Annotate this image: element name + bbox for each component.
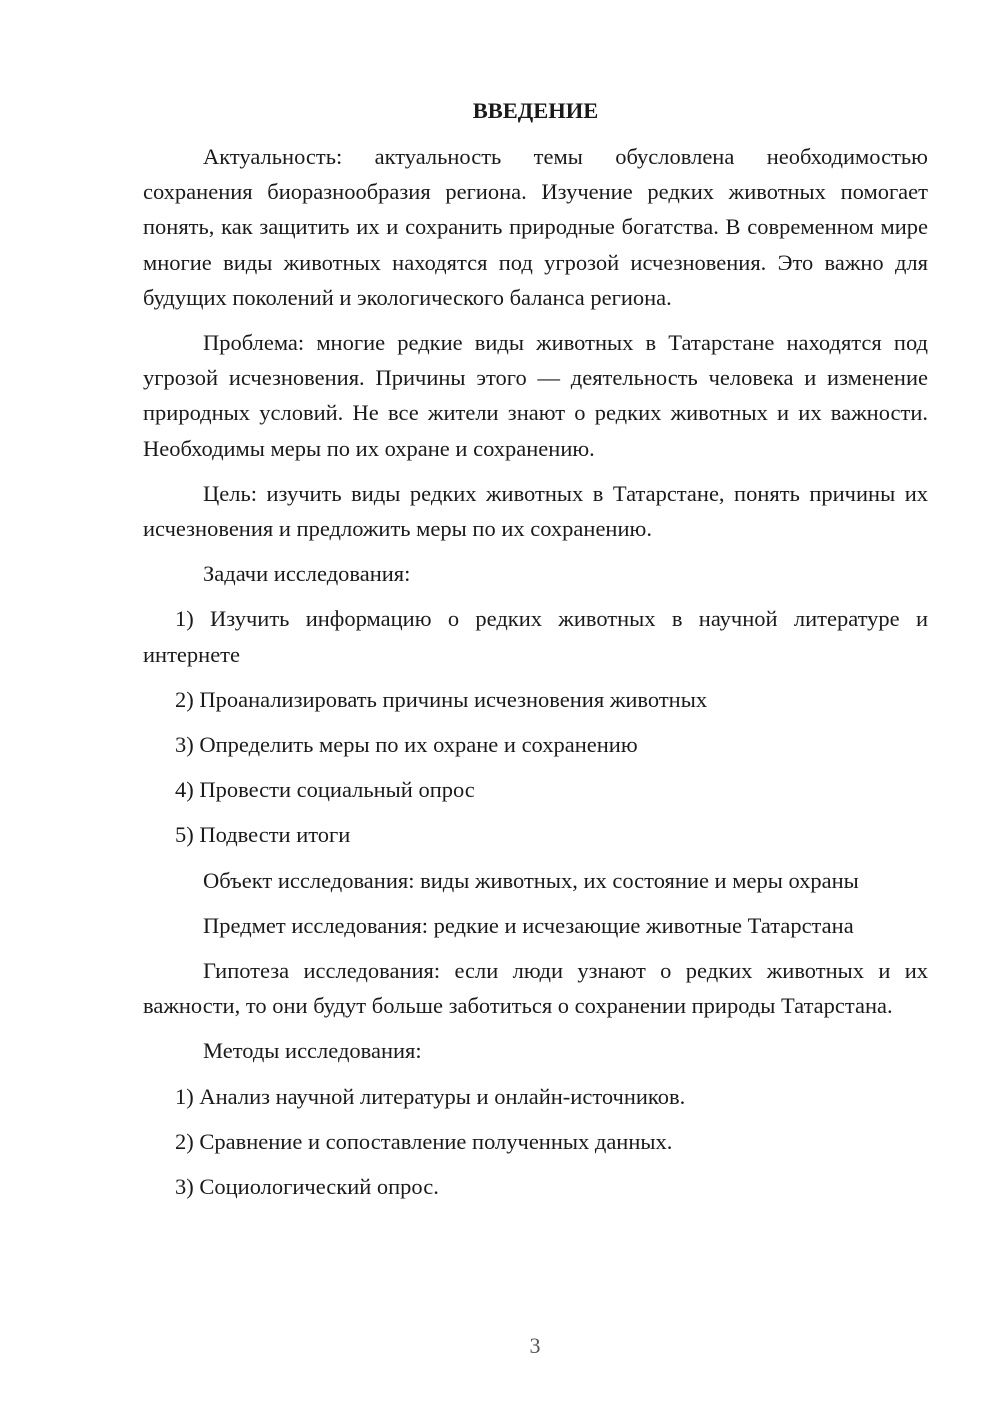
task-item-2: 2) Проанализировать причины исчезновения животных (175, 686, 708, 712)
method-item-1: 1) Анализ научной литературы и онлайн-источников. (175, 1083, 686, 1109)
task-item-1: 1) Изучить информацию о редких животных в научной литературе и интернете (143, 606, 928, 667)
method-item-3: 3) Социологический опрос. (175, 1174, 439, 1200)
method-item-2: 2) Сравнение и сопоставление полученных данных. (175, 1128, 673, 1154)
page-number: 3 (529, 1333, 541, 1358)
task-item-3: 3) Определить меры по их охране и сохранению (175, 732, 638, 758)
subject-paragraph: Предмет исследования: редкие и исчезающие животные Татарстана (203, 912, 854, 938)
document-body (143, 93, 928, 1204)
task-item-4: 4) Провести социальный опрос (175, 777, 475, 803)
relevance-paragraph: Актуальность: актуальность темы обусловлена необходимостью сохранения биоразнообразия региона. Изучение редких животных помогает понять, как защитить их и сохранить природные богатства. В современном мире многие виды животных находятся под угрозой исчезновения. Это важно для будущих поколений и экологического баланса региона. (143, 144, 928, 310)
object-paragraph: Объект исследования: виды животных, их состояние и меры охраны (203, 867, 859, 893)
problem-paragraph: Проблема: многие редкие виды животных в Татарстане находятся под угрозой исчезновения. Причины этого — деятельность человека и изменение природных условий. Не все жители знают о редких животных и их важности. Необходимы меры по их охране и сохранению. (143, 330, 928, 461)
page-title: ВВЕДЕНИЕ (472, 98, 599, 123)
hypothesis-paragraph: Гипотеза исследования: если люди узнают о редких животных и их важности, то они будут больше заботиться о сохранении природы Татарстана. (143, 958, 928, 1019)
tasks-heading: Задачи исследования: (203, 561, 411, 587)
goal-paragraph: Цель: изучить виды редких животных в Татарстане, понять причины их исчезновения и предложить меры по их сохранению. (143, 480, 928, 542)
task-item-5: 5) Подвести итоги (175, 822, 351, 848)
methods-heading: Методы исследования: (203, 1038, 422, 1064)
